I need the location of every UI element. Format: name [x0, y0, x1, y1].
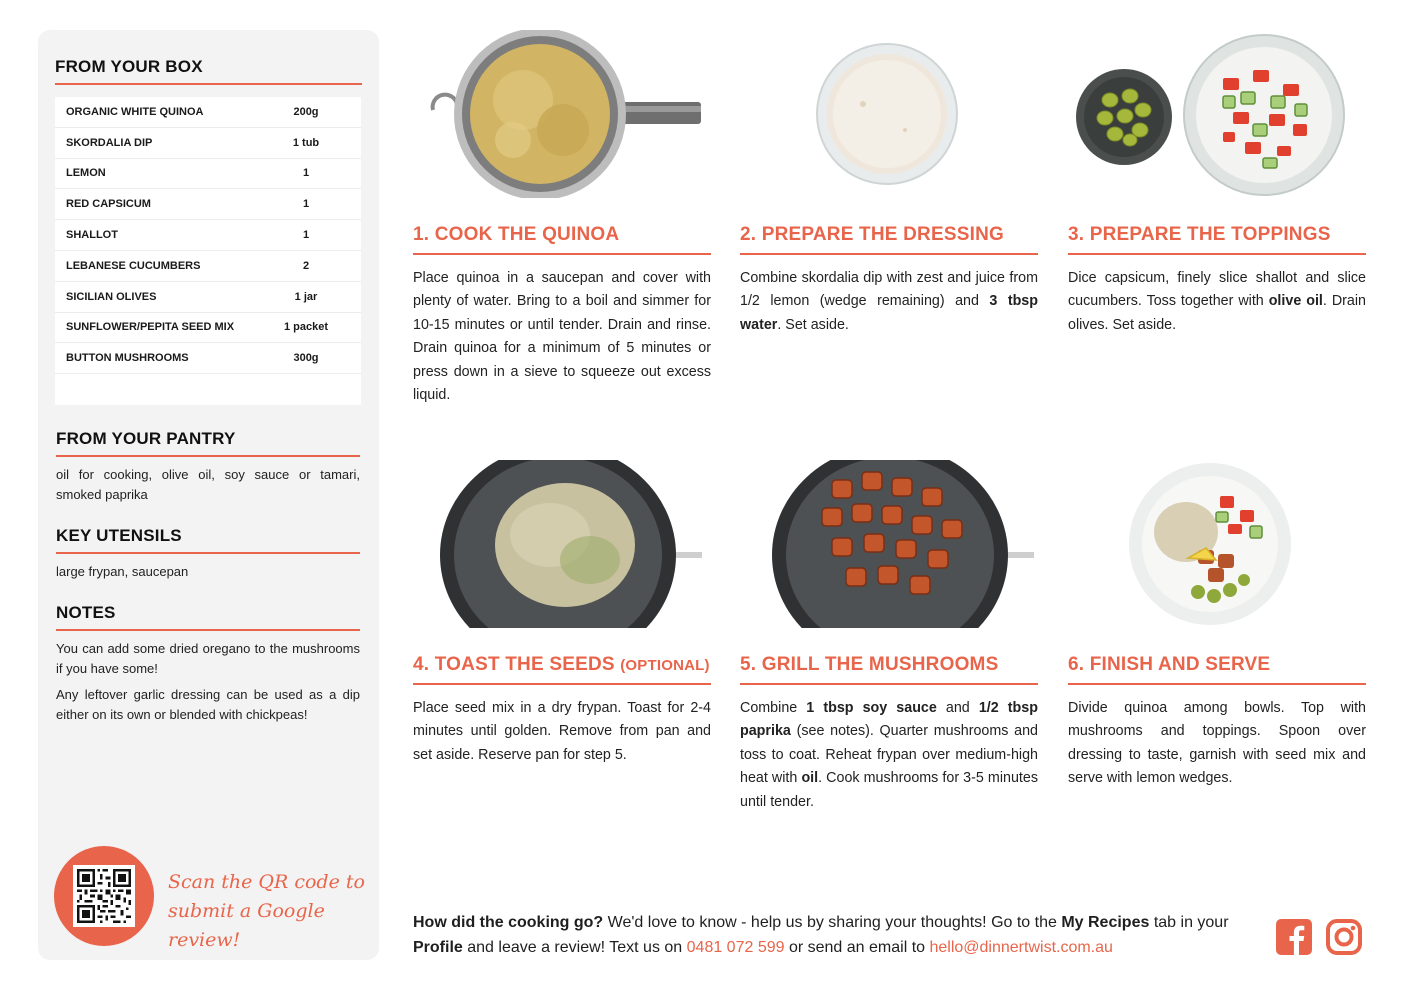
step-2 [740, 224, 1038, 337]
notes-heading: NOTES [56, 603, 116, 622]
dressing-bowl-photo [815, 42, 959, 186]
from-your-pantry-section [56, 429, 360, 505]
ingredient-row [55, 128, 361, 159]
ingredient-name: SKORDALIA DIP [66, 136, 153, 149]
text-run: Dice capsicum, finely slice shallot and slice cucumbers. Toss together with [1068, 270, 1366, 310]
ingredient-qty: 2 [302, 259, 310, 272]
text-run: Combine [740, 700, 807, 716]
text-run: . Set aside. [777, 316, 849, 333]
key-utensils-section [56, 526, 360, 582]
ingredient-qty: 1 [302, 229, 310, 242]
ingredient-qty: 1 tub [292, 136, 320, 149]
ingredient-name: SICILIAN OLIVES [66, 290, 157, 303]
footer-text: or send an email to [784, 939, 930, 956]
ingredient-row [55, 159, 361, 190]
ingredient-qty: 200g [293, 105, 319, 118]
ingredient-name: ORGANIC WHITE QUINOA [66, 105, 204, 118]
instagram-icon[interactable] [1325, 918, 1363, 956]
text-run: Combine skordalia dip with zest and juice from 1/2 lemon (wedge remaining) and [740, 270, 1038, 310]
text-run: . Cook mushrooms for 3-5 minutes until tender. [740, 770, 1038, 810]
qr-caption-line: submit a Google review! [168, 900, 325, 951]
ingredient-qty: 1 [302, 198, 310, 211]
divider [740, 683, 1038, 685]
bold-run: 1/2 tbsp paprika [740, 700, 1038, 740]
step-1 [413, 224, 711, 407]
ingredients-panel [38, 30, 379, 960]
email-link[interactable]: hello@dinnertwist.com.au [929, 939, 1113, 956]
bold-run: olive oil [1268, 293, 1323, 310]
mushrooms-frypan-photo [772, 460, 1034, 628]
seeds-frypan-photo [440, 460, 702, 628]
footer-text: tab in your [1149, 914, 1229, 931]
step-text: Place quinoa in a saucepan and cover with plenty of water. Bring to a boil and simmer for 10-15 minutes or until tender. Drain and rinse. Drain quinoa for a minimum of 5 minutes or press down in a sieve to squeeze out excess liquid. [413, 270, 711, 404]
ingredient-row [55, 189, 361, 220]
text-run: (see notes). Quarter mushrooms and toss to coat. Reheat frypan over medium-high heat with [740, 723, 1038, 787]
utensils-text: large frypan, saucepan [56, 564, 189, 579]
ingredient-row [55, 220, 361, 251]
qr-caption-line: Scan the QR code to [168, 871, 365, 893]
ingredient-row [55, 251, 361, 282]
pantry-text: oil for cooking, olive oil, soy sauce or tamari, smoked paprika [56, 467, 360, 502]
qr-review-caption [168, 868, 368, 955]
step-title: 2. PREPARE THE DRESSING [740, 224, 1004, 245]
footer-text: We'd love to know - help us by sharing your thoughts! Go to the [603, 914, 1062, 931]
footer-text: and leave a review! Text us on [462, 939, 687, 956]
bold-run: 3 tbsp water [740, 293, 1038, 333]
footer-bold: Profile [413, 939, 463, 956]
step-6 [1068, 654, 1366, 791]
note-item: Any leftover garlic dressing can be used as a dip either on its own or blended with chickpeas! [56, 687, 360, 722]
divider [56, 629, 360, 631]
divider [1068, 683, 1366, 685]
olives-bowl-photo [1075, 68, 1173, 166]
divider [56, 455, 360, 457]
step-title: 1. COOK THE QUINOA [413, 224, 620, 245]
ingredient-qty: 1 [302, 167, 310, 180]
step-text [740, 697, 1038, 814]
ingredient-row [55, 313, 361, 344]
ingredient-qty: 300g [293, 352, 319, 365]
divider [1068, 253, 1366, 255]
step-title: 5. GRILL THE MUSHROOMS [740, 654, 999, 675]
step-text [1068, 267, 1366, 337]
divider [413, 253, 711, 255]
text-run: . Drain olives. Set aside. [1068, 293, 1367, 333]
notes-section [56, 603, 360, 725]
step-text: Place seed mix in a dry frypan. Toast for 2-4 minutes until golden. Remove from pan and set aside. Reserve pan for step 5. [413, 700, 711, 763]
step-text: Divide quinoa among bowls. Top with mushrooms and toppings. Spoon over dressing to taste, garnish with seed mix and serve with lemon wedges. [1068, 700, 1366, 787]
step-5 [740, 654, 1038, 814]
phone-link[interactable]: 0481 072 599 [686, 939, 785, 956]
utensils-heading: KEY UTENSILS [56, 526, 182, 545]
step-text [740, 267, 1038, 337]
ingredient-qty: 1 jar [294, 290, 318, 303]
step-4 [413, 654, 711, 767]
footer-bold: How did the cooking go? [413, 914, 604, 931]
ingredient-name: SUNFLOWER/PEPITA SEED MIX [66, 321, 235, 334]
divider [56, 552, 360, 554]
finished-bowl-photo [1128, 462, 1292, 626]
divider [413, 683, 711, 685]
note-item: You can add some dried oregano to the mushrooms if you have some! [56, 641, 360, 676]
bold-run: 1 tbsp soy sauce [806, 700, 937, 716]
divider [740, 253, 1038, 255]
ingredient-name: RED CAPSICUM [66, 198, 151, 211]
ingredient-name: BUTTON MUSHROOMS [66, 352, 189, 365]
from-your-box-heading: FROM YOUR BOX [55, 57, 203, 76]
step-3 [1068, 224, 1366, 337]
qr-code-icon [73, 865, 135, 927]
step-title [413, 654, 711, 676]
text-run: and [936, 700, 979, 716]
step-title: 3. PREPARE THE TOPPINGS [1068, 224, 1331, 245]
ingredient-qty: 1 packet [283, 321, 329, 334]
ingredient-name: LEMON [66, 167, 106, 180]
ingredient-name: SHALLOT [66, 229, 118, 242]
step-title-optional: (OPTIONAL) [620, 657, 710, 674]
divider [55, 83, 362, 85]
quinoa-sieve-photo [423, 30, 703, 198]
feedback-footer [413, 910, 1263, 960]
ingredient-name: LEBANESE CUCUMBERS [66, 259, 201, 272]
step-title: 6. FINISH AND SERVE [1068, 654, 1271, 675]
footer-bold: My Recipes [1061, 914, 1150, 931]
ingredient-row [55, 343, 361, 374]
ingredient-row [55, 282, 361, 313]
qr-code-badge[interactable] [54, 846, 154, 946]
pantry-heading: FROM YOUR PANTRY [56, 429, 236, 448]
step-title-main: 4. TOAST THE SEEDS [413, 654, 621, 675]
ingredients-table [55, 97, 361, 405]
bold-run: oil [801, 770, 819, 787]
toppings-salad-photo [1183, 34, 1345, 196]
ingredient-row [55, 97, 361, 128]
facebook-icon[interactable] [1275, 918, 1313, 956]
from-your-box-section [55, 57, 362, 85]
